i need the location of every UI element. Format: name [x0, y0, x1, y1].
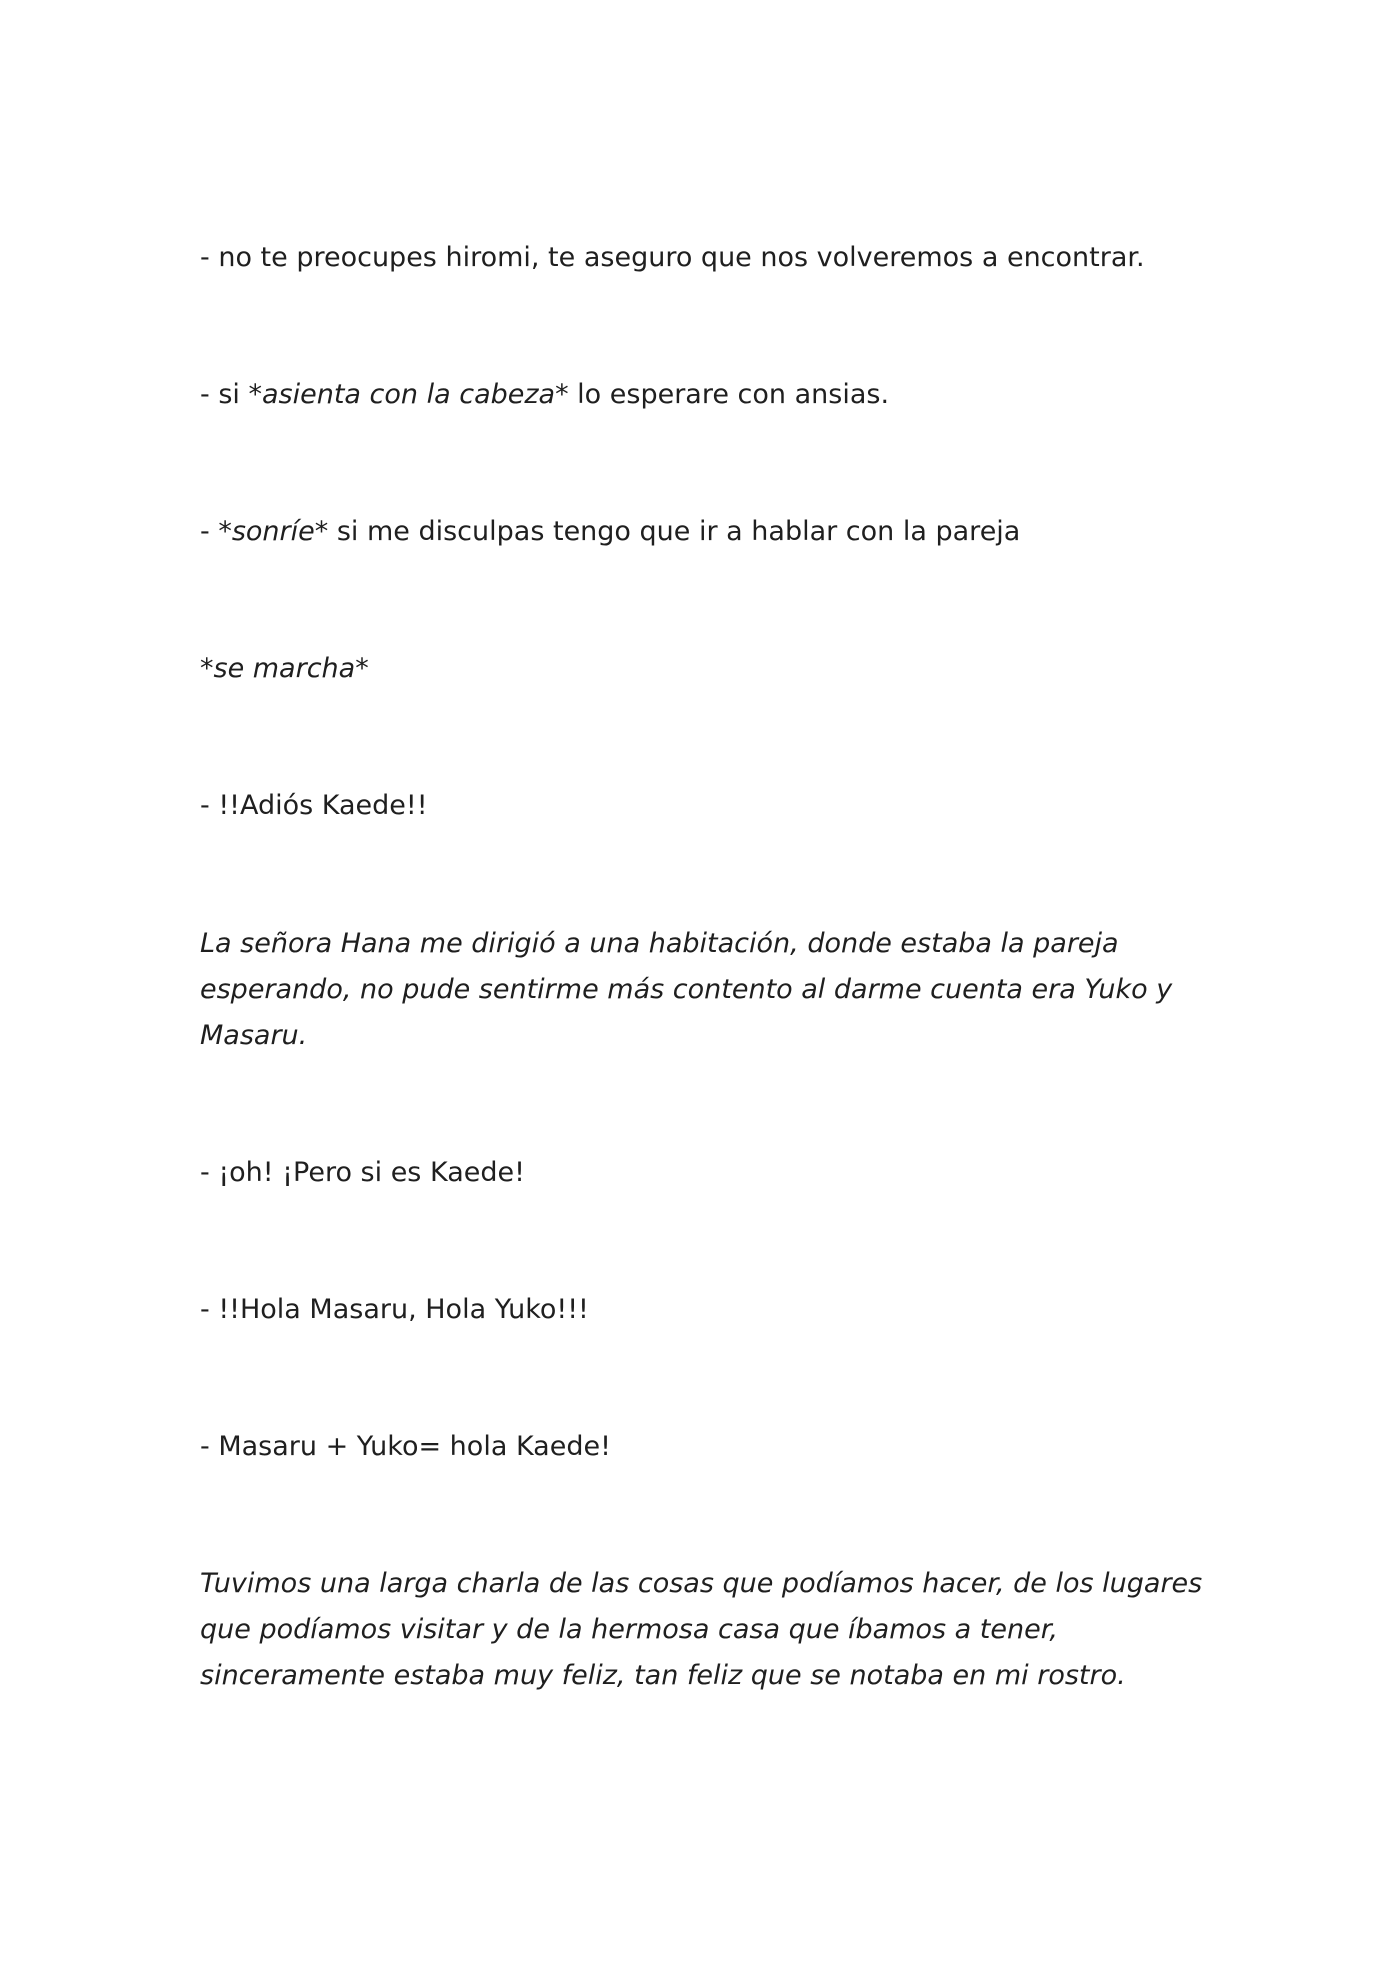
dialogue-line-3	[200, 509, 1220, 555]
dialogue-text: - si	[200, 379, 249, 410]
dialogue-text: - !!Hola Masaru, Hola Yuko!!!	[200, 1294, 589, 1325]
dialogue-text: - Masaru + Yuko= hola Kaede!	[200, 1431, 611, 1462]
dialogue-line-7	[200, 1424, 1220, 1470]
narration-paragraph-2: Tuvimos una larga charla de las cosas que podíamos hacer, de los lugares que podíamos visitar y de la hermosa casa que íbamos a tener, sinceramente estaba muy feliz, tan feliz que se notaba en mi rostro.	[200, 1568, 1203, 1691]
dialogue-text: -	[200, 516, 219, 547]
stage-direction: *sonríe*	[218, 516, 329, 547]
stage-direction: *asienta con la cabeza*	[248, 379, 569, 410]
dialogue-line-1	[200, 235, 1220, 281]
dialogue-line-2	[200, 372, 1220, 418]
dialogue-text: - no te preocupes hiromi, te aseguro que nos volveremos a encontrar.	[200, 242, 1145, 273]
dialogue-text: - !!Adiós Kaede!!	[200, 790, 428, 821]
dialogue-text: lo esperare con ansias.	[568, 379, 890, 410]
dialogue-text: si me disculpas tengo que ir a hablar con la pareja	[328, 516, 1021, 547]
dialogue-text: - ¡oh! ¡Pero si es Kaede!	[200, 1157, 525, 1188]
dialogue-line-4	[200, 783, 1220, 829]
stage-direction: *se marcha*	[200, 653, 369, 684]
stage-direction-line	[200, 646, 1220, 692]
narration-paragraph-1: La señora Hana me dirigió a una habitación, donde estaba la pareja esperando, no pude sentirme más contento al darme cuenta era Yuko y Masaru.	[200, 928, 1173, 1051]
dialogue-line-6	[200, 1287, 1220, 1333]
dialogue-line-5	[200, 1150, 1220, 1196]
